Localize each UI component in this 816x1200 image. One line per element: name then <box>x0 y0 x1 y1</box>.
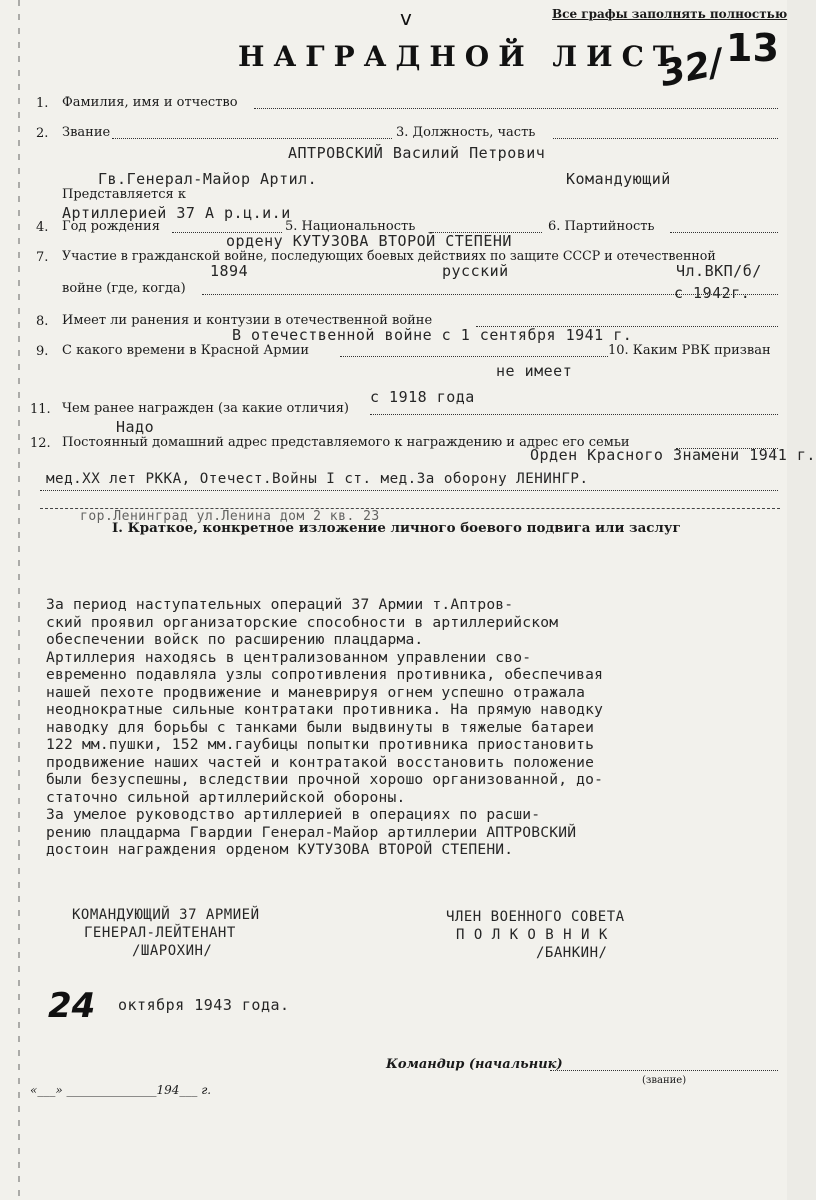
narrative-line: евременно подавляла узлы сопротивления противника, обеспечивая <box>46 666 604 683</box>
field-11-label: Чем ранее награжден (за какие отличия) <box>62 401 350 416</box>
field-9-label: С какого времени в Красной Армии <box>62 343 310 358</box>
narrative-line: нашей пехоте продвижение и маневрируя огнем успешно отражала <box>46 683 586 701</box>
narrative-line: неоднократные сильные контратаки противника. На прямую наводку <box>46 701 604 718</box>
awards-value-1: Орден Красного Знамени 1941 г. <box>530 446 816 464</box>
field-6-label: 6. Партийность <box>548 219 655 234</box>
field-9-number: 9. <box>36 344 49 359</box>
field-1-line <box>254 108 778 109</box>
position-value: Командующий <box>566 170 671 188</box>
narrative-line: продвижение наших частей и контратакой восстановить положение <box>46 753 595 771</box>
signature-council-rank: П О Л К О В Н И К <box>456 927 608 943</box>
corner-number: 13 <box>726 26 779 70</box>
signature-council-name: /БАНКИН/ <box>536 945 608 961</box>
field-8-label: Имеет ли ранения и контузии в отечественной войне <box>62 313 433 328</box>
wounds-value: не имеет <box>496 362 573 380</box>
field-12-number: 12. <box>30 436 51 451</box>
signature-commander-rank: ГЕНЕРАЛ-ЛЕЙТЕНАНТ <box>84 925 236 941</box>
nationality-value: русский <box>442 262 509 280</box>
rank-label: (звание) <box>642 1075 687 1086</box>
narrative-line: достоин награждения орденом КУТУЗОВА ВТОРОЙ СТЕПЕНИ. <box>46 841 514 858</box>
field-10-label: 10. Каким РВК призван <box>608 343 771 358</box>
rvk-value: Надо <box>116 418 155 436</box>
commander-label: Командир (начальник) <box>386 1057 563 1072</box>
field-6-line <box>670 232 778 233</box>
field-2-number: 2. <box>36 126 49 141</box>
field-3-label: 3. Должность, часть <box>396 125 536 140</box>
field-5-label: 5. Национальность <box>285 219 416 234</box>
awards-value-2: мед.ХХ лет РККА, Отечест.Войны I ст. мед.За оборону ЛЕНИНГР. <box>46 471 589 487</box>
signature-council-title: ЧЛЕН ВОЕННОГО СОВЕТА <box>446 909 625 925</box>
field-1-number: 1. <box>36 96 49 111</box>
field-12-line-2 <box>40 490 778 491</box>
signature-commander-name: /ШАРОХИН/ <box>132 943 213 959</box>
presented-label: Представляется к <box>62 187 186 202</box>
field-8-number: 8. <box>36 314 49 329</box>
narrative-line: Артиллерия находясь в централизованном управлении сво- <box>46 648 532 666</box>
address-value: гор.Ленинград ул.Ленина дом 2 кв. 23 <box>80 509 380 524</box>
section-heading: I. Краткое, конкретное изложение личного боевого подвига или заслуг <box>112 520 681 536</box>
date-rest: октября 1943 года. <box>118 996 290 1014</box>
date-day: 24 <box>48 986 96 1026</box>
signature-commander <box>72 906 260 960</box>
field-7-label: Участие в гражданской войне, последующих боевых действиях по защите СССР и отечественной <box>62 248 716 263</box>
party-since-value: с 1942г. <box>674 284 751 302</box>
narrative-line: статочно сильной артиллерийской обороны. <box>46 788 406 806</box>
field-4-label: Год рождения <box>62 219 160 234</box>
field-7-number: 7. <box>36 250 49 265</box>
commander-line <box>550 1070 778 1071</box>
handwritten-number: 32/ <box>656 41 727 96</box>
party-value: Чл.ВКП/б/ <box>676 262 762 280</box>
field-7-label-2: войне (где, когда) <box>62 281 186 296</box>
narrative-line: обеспечении войск по расширению плацдарма. <box>46 631 424 648</box>
narrative-line: 122 мм.пушки, 152 мм.гаубицы попытки противника приостановить <box>46 736 595 753</box>
narrative-line: За умелое руководство артиллерией в операциях по расши- <box>46 806 541 823</box>
field-3-name-value: АПТРОВСКИЙ Василий Петрович <box>288 144 546 162</box>
field-4-number: 4. <box>36 220 49 235</box>
field-9-line <box>340 356 608 357</box>
fill-all-fields-note: Все графы заполнять полностью <box>552 7 788 21</box>
signature-council-member <box>446 908 625 962</box>
presented-position-value: Артиллерией 37 А р.ц.и.и <box>62 204 291 222</box>
footer-date-template: «___» _______________194___ г. <box>30 1083 212 1097</box>
binding-edge <box>18 0 20 1200</box>
narrative-line: наводку для борьбы с танками были выдвинуты в тяжелые батареи <box>46 718 595 736</box>
field-11-number: 11. <box>30 402 51 417</box>
war-participation-value: В отечественной войне с 1 сентября 1941 г. <box>232 326 633 344</box>
signature-commander-title: КОМАНДУЮЩИЙ 37 АРМИЕЙ <box>72 907 260 923</box>
field-1-label: Фамилия, имя и отчество <box>62 95 238 110</box>
narrative-block <box>46 596 603 859</box>
narrative-line: ский проявил организаторские способности в артиллерийском <box>46 613 559 631</box>
field-3-line <box>553 138 778 139</box>
birth-year-value: 1894 <box>210 262 249 280</box>
check-mark: v <box>400 6 412 30</box>
field-2-label: Звание <box>62 125 111 140</box>
order-value: ордену КУТУЗОВА ВТОРОЙ СТЕПЕНИ <box>226 232 512 250</box>
field-2-line <box>112 138 392 139</box>
field-11-line <box>370 414 778 415</box>
narrative-line: рению плацдарма Гвардии Генерал-Майор артиллерии АПТРОВСКИЙ <box>46 823 577 841</box>
rank-value: Гв.Генерал-Майор Артил. <box>98 170 318 188</box>
narrative-line: За период наступательных операций 37 Армии т.Аптров- <box>46 596 514 613</box>
narrative-line: были безуспешны, вследствии прочной хорошо организованной, до- <box>46 771 604 788</box>
document-title: НАГРАДНОЙ ЛИСТ <box>238 40 683 73</box>
army-since-value: с 1918 года <box>370 388 475 406</box>
field-12-label: Постоянный домашний адрес представляемого к награждению и адрес его семьи <box>62 435 630 450</box>
